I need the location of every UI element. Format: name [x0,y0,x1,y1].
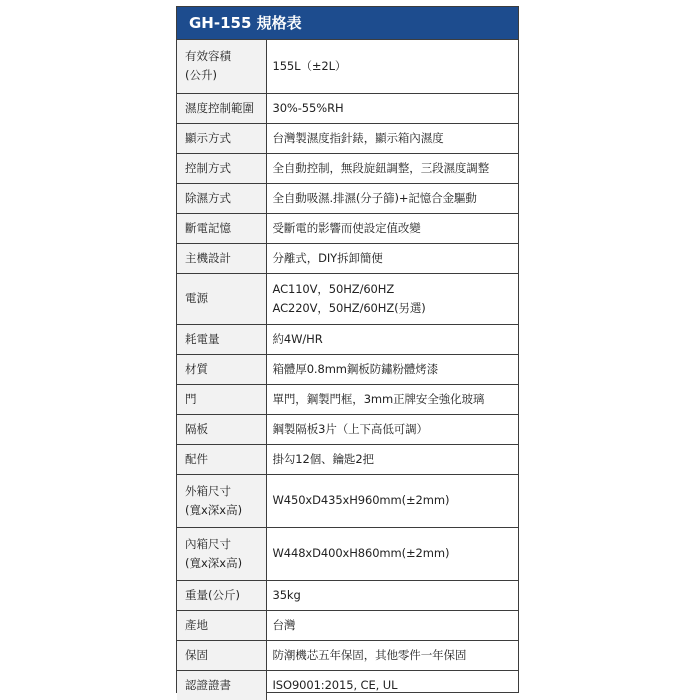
spec-value-line: AC220V，50HZ/60HZ(另選) [272,300,426,315]
spec-label-line: 門 [185,391,197,406]
spec-value [266,213,518,243]
spec-value-line: 台灣 [272,617,296,632]
spec-sheet [176,6,519,693]
spec-value [266,444,518,474]
spec-row [177,183,518,213]
spec-row [177,444,518,474]
spec-label [177,474,266,527]
spec-label-line: 保固 [185,647,208,662]
spec-value [266,670,518,700]
spec-label [177,123,266,153]
spec-label [177,40,266,93]
spec-value [266,640,518,670]
spec-value-line: 30%-55%RH [272,100,344,115]
spec-label-line: 顯示方式 [185,130,231,145]
spec-label [177,273,266,324]
spec-label [177,414,266,444]
spec-value [266,93,518,123]
spec-label [177,243,266,273]
spec-row [177,474,518,527]
spec-label-line: (寬x深x高) [185,555,243,570]
spec-row [177,213,518,243]
spec-value [266,40,518,93]
spec-row [177,123,518,153]
spec-label [177,153,266,183]
spec-label-line: 材質 [185,361,208,376]
spec-row [177,670,518,700]
spec-label-line: 濕度控制範圍 [185,100,254,115]
spec-value-line: 全自動吸濕.排濕(分子篩)+記憶合金驅動 [272,190,477,205]
spec-label [177,183,266,213]
spec-label [177,610,266,640]
spec-label-line: 隔板 [185,421,208,436]
spec-label-line: 內箱尺寸 [185,536,231,551]
spec-row [177,354,518,384]
spec-value [266,384,518,414]
spec-value-line: 受斷電的影響而使設定值改變 [272,220,421,235]
spec-value-line: 防潮機芯五年保固，其他零件一年保固 [272,647,467,662]
spec-label-line: 主機設計 [185,250,231,265]
spec-value [266,474,518,527]
spec-row [177,527,518,580]
spec-row [177,414,518,444]
spec-value-line: 分離式，DIY拆卸簡便 [272,250,383,265]
spec-value-line: 台灣製濕度指針錶，顯示箱內濕度 [272,130,444,145]
spec-label [177,580,266,610]
spec-label-line: 電源 [185,291,208,305]
spec-value [266,414,518,444]
spec-value-line: 箱體厚0.8mm鋼板防鏽粉體烤漆 [272,361,439,376]
spec-label-line: 耗電量 [185,331,220,346]
spec-value-line: 鋼製隔板3片（上下高低可調） [272,421,428,436]
spec-value [266,153,518,183]
spec-label-line: 認證證書 [185,677,231,692]
spec-value-line: ISO9001:2015, CE, UL [272,677,398,692]
spec-row [177,640,518,670]
spec-value-line: AC110V，50HZ/60HZ [272,281,395,296]
spec-value-line: 全自動控制，無段旋鈕調整，三段濕度調整 [272,160,490,175]
spec-label-line: (寬x深x高) [185,502,243,517]
spec-label-line: 有效容積 [185,49,231,64]
spec-label-line: 重量(公斤) [185,587,240,602]
spec-label [177,444,266,474]
spec-value [266,610,518,640]
spec-value-line: 35kg [272,587,301,602]
spec-label [177,640,266,670]
spec-label [177,324,266,354]
spec-label [177,213,266,243]
spec-value-line: W448xD400xH860mm(±2mm) [272,546,450,560]
spec-row [177,273,518,324]
spec-value [266,580,518,610]
spec-value-line: 單門，鋼製門框，3mm正牌安全強化玻璃 [272,391,485,406]
spec-value [266,273,518,324]
spec-row [177,243,518,273]
spec-label [177,93,266,123]
spec-label-line: 外箱尺寸 [185,483,231,498]
spec-value [266,527,518,580]
spec-label [177,670,266,700]
spec-value-line: W450xD435xH960mm(±2mm) [272,493,450,507]
spec-label-line: 控制方式 [185,160,231,175]
spec-row [177,384,518,414]
spec-row [177,93,518,123]
spec-label-line: 除濕方式 [185,190,231,205]
spec-value [266,183,518,213]
spec-value-line: 掛勾12個、鑰匙2把 [272,451,374,466]
spec-row [177,610,518,640]
spec-label [177,384,266,414]
spec-value [266,324,518,354]
spec-row [177,324,518,354]
spec-row [177,153,518,183]
spec-table [177,40,518,700]
spec-title: GH-155 規格表 [177,7,518,40]
spec-label [177,354,266,384]
spec-label-line: 配件 [185,451,208,466]
spec-value [266,123,518,153]
spec-label-line: 斷電記憶 [185,220,231,235]
spec-value-line: 約4W/HR [272,331,323,346]
spec-value [266,354,518,384]
spec-row [177,40,518,93]
spec-label-line: 產地 [185,617,208,632]
spec-label-line: (公升) [185,68,217,83]
spec-label [177,527,266,580]
spec-value-line: 155L（±2L） [272,58,347,73]
spec-value [266,243,518,273]
spec-row [177,580,518,610]
